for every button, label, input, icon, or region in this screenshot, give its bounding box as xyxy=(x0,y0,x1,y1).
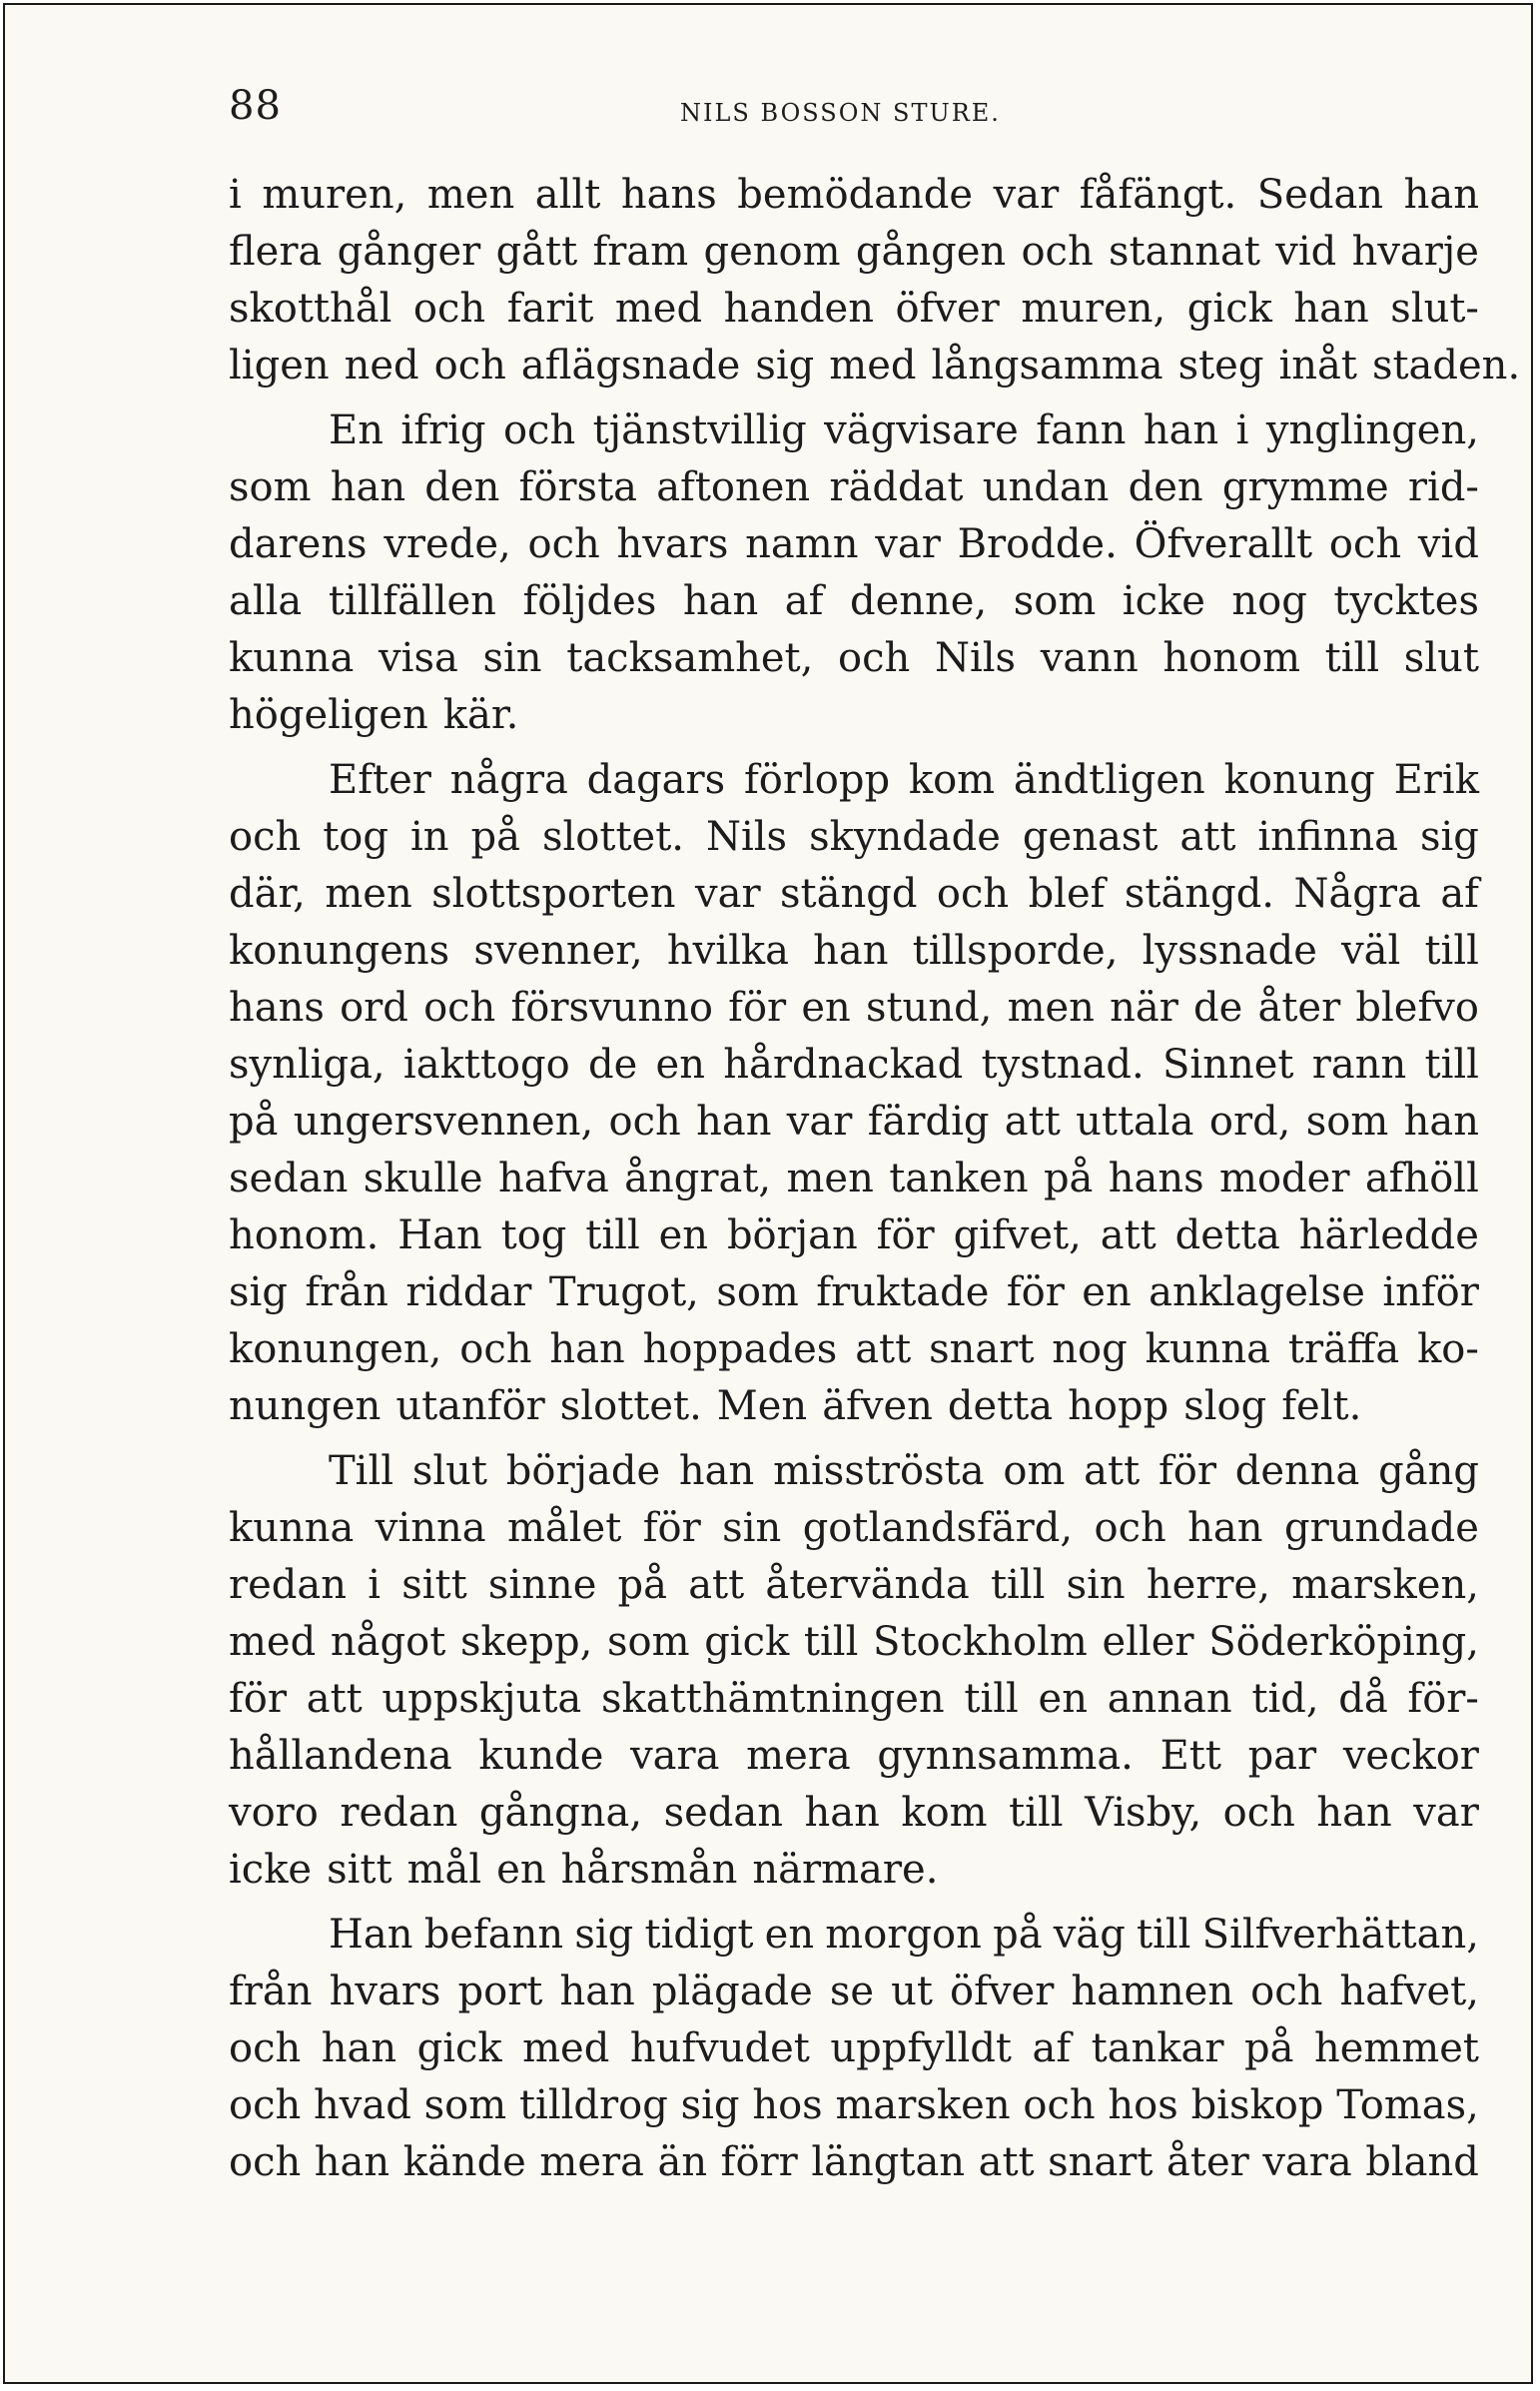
text-line: flera gånger gått fram genom gången och stannat vid hvarje xyxy=(229,229,1479,275)
text-line: honom. Han tog till en början för gifvet, att detta härledde xyxy=(229,1212,1479,1258)
text-line: i muren, men allt hans bemödande var fåfängt. Sedan han xyxy=(229,172,1479,218)
running-title: NILS BOSSON STURE. xyxy=(680,99,1001,127)
text-line: En ifrig och tjänstvillig vägvisare fann han i ynglingen, xyxy=(329,407,1479,453)
text-line: högeligen kär. xyxy=(229,692,519,738)
text-line: med något skepp, som gick till Stockholm eller Söderköping, xyxy=(229,1619,1479,1665)
paragraph xyxy=(229,402,1479,744)
text-line: skotthål och farit med handen öfver muren, gick han slut- xyxy=(229,286,1479,332)
text-line: Efter några dagars förlopp kom ändtligen konung Erik xyxy=(329,757,1479,803)
book-page xyxy=(3,3,1533,2384)
text-line: alla tillfällen följdes han af denne, som icke nog tycktes xyxy=(229,578,1479,624)
text-line: icke sitt mål en hårsmån närmare. xyxy=(229,1847,939,1893)
text-line: och tog in på slottet. Nils skyndade genast att infinna sig xyxy=(229,814,1479,860)
paragraph xyxy=(229,752,1479,1435)
text-line: hans ord och försvunno för en stund, men när de åter blefvo xyxy=(229,985,1479,1031)
text-line: Till slut började han misströsta om att för denna gång xyxy=(329,1448,1479,1494)
body-text xyxy=(229,167,1521,2191)
text-line: på ungersvennen, och han var färdig att uttala ord, som han xyxy=(229,1099,1479,1145)
text-line: där, men slottsporten var stängd och blef stängd. Några af xyxy=(229,871,1479,917)
paragraph xyxy=(229,167,1521,395)
text-line: kunna vinna målet för sin gotlandsfärd, och han grundade xyxy=(229,1505,1479,1551)
text-line: nungen utanför slottet. Men äfven detta hopp slog felt. xyxy=(229,1383,1362,1429)
text-line: sig från riddar Trugot, som fruktade för en anklagelse inför xyxy=(229,1269,1479,1315)
text-line: konungens svenner, hvilka han tillsporde, lyssnade väl till xyxy=(229,928,1479,974)
text-line: för att uppskjuta skatthämtningen till en annan tid, då för- xyxy=(229,1676,1479,1722)
text-line: och han gick med hufvudet uppfylldt af tankar på hemmet xyxy=(229,2025,1479,2071)
text-line: hållandena kunde vara mera gynnsamma. Ett par veckor xyxy=(229,1733,1479,1779)
text-line: som han den första aftonen räddat undan den grymme rid- xyxy=(229,464,1479,510)
text-line: konungen, och han hoppades att snart nog kunna träffa ko- xyxy=(229,1326,1479,1372)
text-line: och hvad som tilldrog sig hos marsken och hos biskop Tomas, xyxy=(229,2082,1479,2128)
paragraph xyxy=(229,1907,1479,2191)
text-line: ligen ned och aflägsnade sig med långsamma steg inåt staden. xyxy=(229,343,1521,389)
page-header xyxy=(229,83,1479,143)
text-line: och han kände mera än förr längtan att snart åter vara bland xyxy=(229,2139,1479,2185)
paragraph xyxy=(229,1443,1479,1899)
text-line: voro redan gångna, sedan han kom till Visby, och han var xyxy=(229,1790,1479,1836)
text-line: från hvars port han plägade se ut öfver hamnen och hafvet, xyxy=(229,1969,1479,2014)
text-line: darens vrede, och hvars namn var Brodde. Öfverallt och vid xyxy=(229,521,1479,567)
text-line: Han befann sig tidigt en morgon på väg till Silfverhättan, xyxy=(329,1912,1479,1958)
text-line: kunna visa sin tacksamhet, och Nils vann honom till slut xyxy=(229,635,1479,681)
page-number: 88 xyxy=(229,83,282,129)
text-line: sedan skulle hafva ångrat, men tanken på hans moder afhöll xyxy=(229,1156,1479,1201)
text-line: synliga, iakttogo de en hårdnackad tystnad. Sinnet rann till xyxy=(229,1042,1479,1088)
text-line: redan i sitt sinne på att återvända till sin herre, marsken, xyxy=(229,1562,1479,1608)
